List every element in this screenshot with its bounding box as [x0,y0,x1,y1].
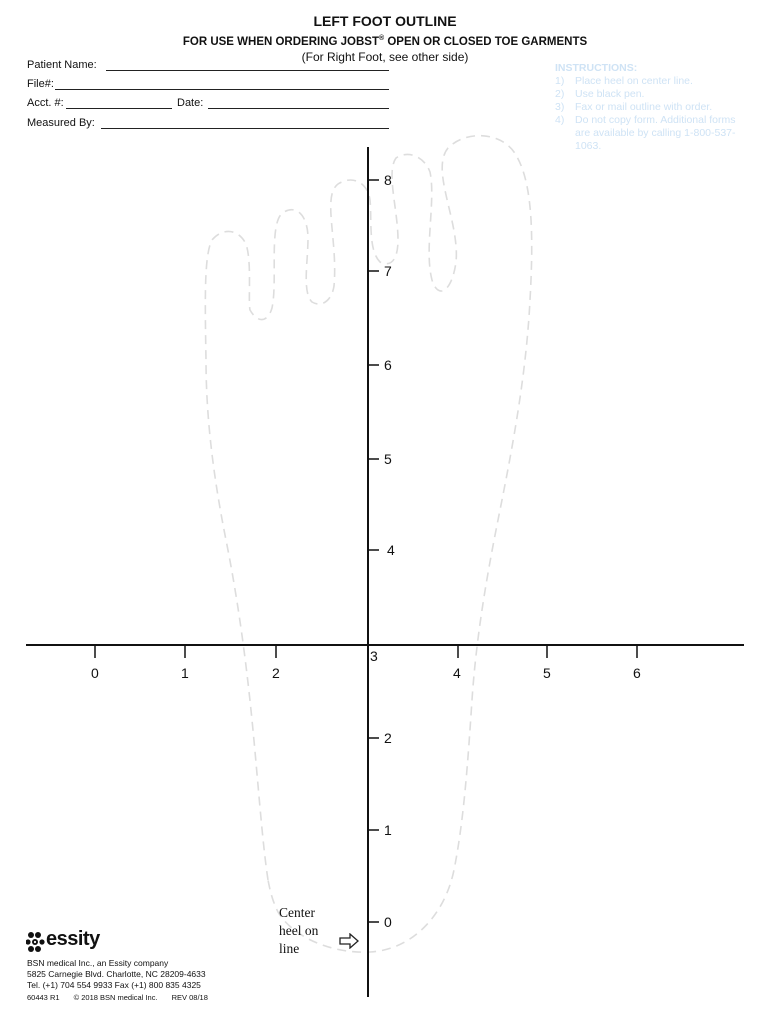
y-axis-label: 2 [384,730,392,746]
revision: REV 08/18 [171,993,208,1002]
account-number-label: Acct. #: [27,97,64,109]
instruction-text: Do not copy form. Additional forms are available by calling 1-800-537-1063. [575,114,736,152]
x-axis-label: 4 [453,665,461,681]
instructions-heading: INSTRUCTIONS: [555,62,638,74]
company-name: BSN medical Inc., an Essity company [27,958,169,968]
center-note-line: line [279,941,300,956]
essity-logo-icon [26,931,46,953]
instruction-text: Use black pen. [575,88,645,100]
center-note-line: heel on [279,923,319,938]
y-axis-label: 5 [384,451,392,467]
instruction-number: 4) [555,114,565,126]
y-axis-label: 8 [384,172,392,188]
copyright: © 2018 BSN medical Inc. [73,993,158,1002]
y-axis-ticks [368,180,379,922]
x-axis-label: 2 [272,665,280,681]
right-foot-note: (For Right Foot, see other side) [301,50,469,64]
instruction-number: 2) [555,88,565,100]
y-axis-label: 7 [384,263,392,279]
instruction-text: Fax or mail outline with order. [575,101,713,113]
patient-name-label: Patient Name: [27,59,97,71]
instruction-text: Place heel on center line. [575,75,693,87]
subtitle-text-end: OPEN OR CLOSED TOE GARMENTS [384,35,588,48]
form-code: 60443 R1 [27,993,60,1002]
y-axis-label: 1 [384,822,392,838]
x-axis-label: 1 [181,665,189,681]
date-label: Date: [177,97,204,109]
measured-by-label: Measured By: [27,117,95,129]
company-street: 5825 Carnegie Blvd. Charlotte, NC 28209-4633 [27,969,206,979]
y-axis-label: 0 [384,914,392,930]
subtitle-text: FOR USE WHEN ORDERING JOBST [182,35,379,48]
x-axis-label: 5 [543,665,551,681]
company-address [27,958,206,991]
center-heel-note [279,904,339,958]
y-axis-label: 4 [387,542,395,558]
x-axis-label: 3 [370,648,378,664]
x-axis-label: 0 [91,665,99,681]
instruction-number: 1) [555,75,565,87]
x-axis-label: 6 [633,665,641,681]
registered-mark: ® [379,35,385,42]
instruction-number: 3) [555,101,565,113]
footer-codes [27,993,220,1002]
page-title: LEFT FOOT OUTLINE [313,13,457,29]
y-axis-label: 6 [384,357,392,373]
essity-logo-text: essity [46,928,100,950]
x-axis-ticks [95,645,637,658]
file-number-label: File#: [27,78,54,90]
right-arrow-icon [339,933,359,949]
company-phone-fax: Tel. (+1) 704 554 9933 Fax (+1) 800 835 4325 [27,980,201,990]
center-note-line: Center [279,905,315,920]
